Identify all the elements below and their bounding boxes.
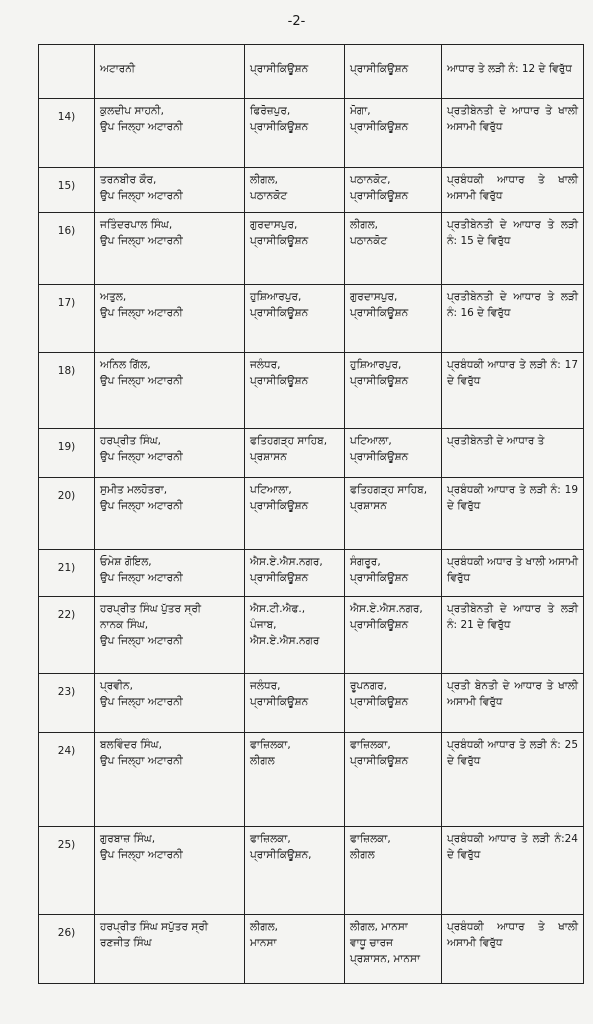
to-department: ਪ੍ਰਾਸੀਕਿਊਸ਼ਨ: [350, 572, 409, 584]
attorney-designation: ਉਪ ਜਿਲ੍ਹਾ ਅਟਾਰਨੀ: [100, 235, 183, 247]
attorney-cell: [95, 733, 245, 827]
table-row: [39, 597, 584, 674]
serial-number: 21): [39, 550, 95, 597]
from-cell: [245, 353, 345, 429]
to-cell: [345, 915, 442, 984]
attorney-cell: [95, 915, 245, 984]
table-row: [39, 429, 584, 478]
to-cell: [345, 827, 442, 915]
to-location: ਗੁਰਦਾਸਪੁਰ,: [350, 291, 398, 303]
attorney-name: ਓਮੇਸ਼ ਗੋਇਲ,: [100, 556, 152, 568]
to-location: ਰੂਪਨਗਰ,: [350, 680, 388, 692]
from-location: ਜਲੰਧਰ,: [250, 680, 281, 692]
serial-number: 17): [39, 285, 95, 353]
to-department: ਪ੍ਰਾਸੀਕਿਊਸ਼ਨ: [350, 619, 409, 631]
attorney-designation: ਉਪ ਜਿਲ੍ਹਾ ਅਟਾਰਨੀ: [100, 190, 183, 202]
attorney-designation: ਉਪ ਜਿਲ੍ਹਾ ਅਟਾਰਨੀ: [100, 755, 183, 767]
from-location: ਫਿਰੋਜ਼ਪੁਰ,: [250, 105, 291, 117]
to-cell: [345, 99, 442, 168]
attorney-cell: [95, 353, 245, 429]
from-location: ਫਾਜ਼ਿਲਕਾ,: [250, 739, 291, 751]
basis-cell: ਪ੍ਰਬੰਧਕੀ ਆਧਾਰ ਤੇ ਲੜੀ ਨੰ: 25 ਦੇ ਵਿਰੁੱਧ: [442, 733, 584, 827]
table-row: [39, 674, 584, 733]
to-cell: [345, 353, 442, 429]
from-cell: [245, 99, 345, 168]
table-row: [39, 478, 584, 550]
basis-cell: ਪ੍ਰਬੰਧਕੀ ਆਧਾਰ ਤੇ ਖਾਲੀ ਅਸਾਮੀ ਵਿਰੁੱਧ: [442, 915, 584, 984]
attorney-cell: [95, 99, 245, 168]
attorney-cell: [95, 168, 245, 213]
basis-cell: ਪ੍ਰਬੰਧਕੀ ਆਧਾਰ ਤੇ ਲੜੀ ਨੰ: 19 ਦੇ ਵਿਰੁੱਧ: [442, 478, 584, 550]
basis-cell: ਪ੍ਰਤੀਬੇਨਤੀ ਦੇ ਆਧਾਰ ਤੇ: [442, 429, 584, 478]
attorney-designation: ਉਪ ਜਿਲ੍ਹਾ ਅਟਾਰਨੀ: [100, 849, 183, 861]
from-department: ਪਠਾਨਕੋਟ: [250, 190, 288, 202]
from-cell: [245, 168, 345, 213]
from-location: ਗੁਰਦਾਸਪੁਰ,: [250, 219, 298, 231]
basis-cell: ਪ੍ਰਬੰਧਕੀ ਆਧਾਰ ਤੇ ਲੜੀ ਨੰ:24 ਦੇ ਵਿਰੁੱਧ: [442, 827, 584, 915]
to-location: ਫਤਿਹਗੜ੍ਹ ਸਾਹਿਬ,: [350, 484, 428, 496]
to-department-cont: ਪ੍ਰਸ਼ਾਸਨ, ਮਾਨਸਾ: [350, 953, 420, 965]
attorney-designation: ਉਪ ਜਿਲ੍ਹਾ ਅਟਾਰਨੀ: [100, 696, 183, 708]
to-cell: [345, 429, 442, 478]
table-row: [39, 915, 584, 984]
to-cell: [345, 478, 442, 550]
from-location: ਲੀਗਲ,: [250, 174, 279, 186]
from-cell: [245, 915, 345, 984]
from-cell: [245, 674, 345, 733]
attorney-name: ਬਲਵਿੰਦਰ ਸਿੰਘ,: [100, 739, 162, 751]
table-row: [39, 99, 584, 168]
basis-cell: ਪ੍ਰਤੀ ਬੇਨਤੀ ਦੇ ਆਧਾਰ ਤੇ ਖਾਲੀ ਅਸਾਮੀ ਵਿਰੁੱਧ: [442, 674, 584, 733]
to-department: ਲੀਗਲ: [350, 849, 375, 861]
attorney-cell: [95, 597, 245, 674]
from-department: ਪ੍ਰਾਸੀਕਿਊਸ਼ਨ: [250, 307, 309, 319]
from-department: ਪ੍ਰਾਸੀਕਿਊਸ਼ਨ: [250, 235, 309, 247]
from-cell: [245, 213, 345, 285]
to-location: ਲੀਗਲ,: [350, 219, 379, 231]
table-row: [39, 353, 584, 429]
basis-cell: ਪ੍ਰਬੰਧਕੀ ਆਧਾਰ ਤੇ ਲੜੀ ਨੰ: 17 ਦੇ ਵਿਰੁੱਧ: [442, 353, 584, 429]
basis-cell: ਪ੍ਰਤੀਬੇਨਤੀ ਦੇ ਆਧਾਰ ਤੇ ਲੜੀ ਨੰ: 15 ਦੇ ਵਿਰੁੱਧ: [442, 213, 584, 285]
attorney-designation: ਉਪ ਜਿਲ੍ਹਾ ਅਟਾਰਨੀ: [100, 375, 183, 387]
header-basis: ਆਧਾਰ ਤੇ ਲੜੀ ਨੰ: 12 ਦੇ ਵਿਰੁੱਧ: [442, 45, 584, 99]
table-row: [39, 213, 584, 285]
transfer-table: [38, 44, 584, 984]
table-row: [39, 827, 584, 915]
to-location: ਫਾਜ਼ਿਲਕਾ,: [350, 739, 391, 751]
attorney-designation: ਉਪ ਜਿਲ੍ਹਾ ਅਟਾਰਨੀ: [100, 635, 183, 647]
attorney-name: ਜਤਿੰਦਰਪਾਲ ਸਿੰਘ,: [100, 219, 173, 231]
basis-cell: ਪ੍ਰਤੀਬੇਨਤੀ ਦੇ ਆਧਾਰ ਤੇ ਲੜੀ ਨੰ: 16 ਦੇ ਵਿਰੁੱਧ: [442, 285, 584, 353]
attorney-name: ਤਰਨਬੀਰ ਕੌਰ,: [100, 174, 157, 186]
from-department: ਪੰਜਾਬ,: [250, 619, 277, 631]
to-location: ਪਟਿਆਲਾ,: [350, 435, 392, 447]
to-cell: [345, 733, 442, 827]
attorney-name: ਅਨਿਲ ਗਿੱਲ,: [100, 359, 151, 371]
serial-number: 24): [39, 733, 95, 827]
header-to: ਪ੍ਰਾਸੀਕਿਊਸ਼ਨ: [345, 45, 442, 99]
attorney-name: ਹਰਪ੍ਰੀਤ ਸਿੰਘ ਸਪੁੱਤਰ ਸ੍ਰੀ: [100, 921, 208, 933]
to-cell: [345, 597, 442, 674]
from-department: ਪ੍ਰਸ਼ਾਸਨ: [250, 451, 287, 463]
from-cell: [245, 827, 345, 915]
from-department: ਪ੍ਰਾਸੀਕਿਊਸ਼ਨ: [250, 572, 309, 584]
from-location: ਲੀਗਲ,: [250, 921, 279, 933]
attorney-name-cont: ਨਾਨਕ ਸਿੰਘ,: [100, 619, 149, 631]
from-location: ਫਾਜ਼ਿਲਕਾ,: [250, 833, 291, 845]
serial-number: 22): [39, 597, 95, 674]
from-department: ਪ੍ਰਾਸੀਕਿਊਸ਼ਨ: [250, 121, 309, 133]
to-cell: [345, 285, 442, 353]
from-cell: [245, 550, 345, 597]
to-cell: [345, 168, 442, 213]
to-location: ਮੋਗਾ,: [350, 105, 371, 117]
to-department: ਪ੍ਰਾਸੀਕਿਊਸ਼ਨ: [350, 190, 409, 202]
to-location: ਸੰਗਰੂਰ,: [350, 556, 381, 568]
attorney-name: ਪ੍ਰਵੀਨ,: [100, 680, 133, 692]
from-cell: [245, 285, 345, 353]
to-department: ਪ੍ਰਸ਼ਾਸਨ: [350, 500, 387, 512]
to-location: ਹੁਸ਼ਿਆਰਪੁਰ,: [350, 359, 402, 371]
from-location: ਫਤਿਹਗੜ੍ਹ ਸਾਹਿਬ,: [250, 435, 328, 447]
from-cell: [245, 429, 345, 478]
attorney-name: ਹਰਪ੍ਰੀਤ ਸਿੰਘ ਪੁੱਤਰ ਸ੍ਰੀ: [100, 603, 201, 615]
from-location: ਪਟਿਆਲਾ,: [250, 484, 292, 496]
from-cell: [245, 478, 345, 550]
page-number: -2-: [287, 14, 306, 29]
serial-number: 20): [39, 478, 95, 550]
table-header-row: [39, 45, 584, 99]
attorney-cell: [95, 213, 245, 285]
table-row: [39, 550, 584, 597]
to-cell: [345, 550, 442, 597]
basis-cell: ਪ੍ਰਬੰਧਕੀ ਆਧਾਰ ਤੇ ਖਾਲੀ ਅਸਾਮੀ ਵਿਰੁੱਧ: [442, 168, 584, 213]
attorney-cell: [95, 827, 245, 915]
to-department: ਪ੍ਰਾਸੀਕਿਊਸ਼ਨ: [350, 451, 409, 463]
attorney-designation: ਉਪ ਜਿਲ੍ਹਾ ਅਟਾਰਨੀ: [100, 451, 183, 463]
to-department: ਪ੍ਰਾਸੀਕਿਊਸ਼ਨ: [350, 375, 409, 387]
table-row: [39, 733, 584, 827]
attorney-cell: [95, 429, 245, 478]
attorney-designation: ਉਪ ਜਿਲ੍ਹਾ ਅਟਾਰਨੀ: [100, 500, 183, 512]
from-cell: [245, 733, 345, 827]
to-cell: [345, 213, 442, 285]
to-department: ਪ੍ਰਾਸੀਕਿਊਸ਼ਨ: [350, 696, 409, 708]
serial-number: 18): [39, 353, 95, 429]
attorney-name: ਸੁਮੀਤ ਮਲਹੋਤਰਾ,: [100, 484, 168, 496]
to-cell: [345, 674, 442, 733]
from-department: ਮਾਨਸਾ: [250, 937, 277, 949]
to-department: ਪ੍ਰਾਸੀਕਿਊਸ਼ਨ: [350, 121, 409, 133]
attorney-name: ਕੁਲਦੀਪ ਸਾਹਨੀ,: [100, 105, 164, 117]
to-department: ਪ੍ਰਾਸੀਕਿਊਸ਼ਨ: [350, 307, 409, 319]
header-attorney: ਅਟਾਰਨੀ: [95, 45, 245, 99]
attorney-name: ਅਤੁਲ,: [100, 291, 127, 303]
from-location: ਜਲੰਧਰ,: [250, 359, 281, 371]
from-department: ਪ੍ਰਾਸੀਕਿਊਸ਼ਨ: [250, 375, 309, 387]
to-department: ਪ੍ਰਾਸੀਕਿਊਸ਼ਨ: [350, 755, 409, 767]
serial-number: 25): [39, 827, 95, 915]
from-location: ਐਸ.ਟੀ.ਐਫ.,: [250, 603, 306, 615]
attorney-cell: [95, 285, 245, 353]
from-location: ਹੁਸ਼ਿਆਰਪੁਰ,: [250, 291, 302, 303]
from-department: ਪ੍ਰਾਸੀਕਿਊਸ਼ਨ: [250, 500, 309, 512]
header-sno: [39, 45, 95, 99]
attorney-name-cont: ਰਣਜੀਤ ਸਿੰਘ: [100, 937, 152, 949]
table-row: [39, 285, 584, 353]
to-location: ਫਾਜ਼ਿਲਕਾ,: [350, 833, 391, 845]
serial-number: 23): [39, 674, 95, 733]
from-department: ਪ੍ਰਾਸੀਕਿਊਸ਼ਨ: [250, 696, 309, 708]
basis-cell: ਪ੍ਰਤੀਬੇਨਤੀ ਦੇ ਆਧਾਰ ਤੇ ਖਾਲੀ ਅਸਾਮੀ ਵਿਰੁੱਧ: [442, 99, 584, 168]
to-department: ਵਾਧੂ ਚਾਰਜ: [350, 937, 393, 949]
attorney-designation: ਉਪ ਜਿਲ੍ਹਾ ਅਟਾਰਨੀ: [100, 121, 183, 133]
table-row: [39, 168, 584, 213]
from-location-cont: ਐਸ.ਏ.ਐਸ.ਨਗਰ: [250, 635, 320, 647]
basis-cell: ਪ੍ਰਤੀਬੇਨਤੀ ਦੇ ਆਧਾਰ ਤੇ ਲੜੀ ਨੰ: 21 ਦੇ ਵਿਰੁੱਧ: [442, 597, 584, 674]
to-department: ਪਠਾਨਕੋਟ: [350, 235, 388, 247]
attorney-designation: ਉਪ ਜਿਲ੍ਹਾ ਅਟਾਰਨੀ: [100, 572, 183, 584]
attorney-cell: [95, 674, 245, 733]
from-cell: [245, 597, 345, 674]
serial-number: 26): [39, 915, 95, 984]
attorney-cell: [95, 550, 245, 597]
attorney-name: ਗੁਰਬਾਜ਼ ਸਿੰਘ,: [100, 833, 156, 845]
basis-cell: ਪ੍ਰਬੰਧਕੀ ਅਧਾਰ ਤੇ ਖਾਲੀ ਅਸਾਮੀ ਵਿਰੁੱਧ: [442, 550, 584, 597]
to-location: ਲੀਗਲ, ਮਾਨਸਾ: [350, 921, 408, 933]
header-from: ਪ੍ਰਾਸੀਕਿਊਸ਼ਨ: [245, 45, 345, 99]
from-location: ਐਸ.ਏ.ਐਸ.ਨਗਰ,: [250, 556, 323, 568]
serial-number: 14): [39, 99, 95, 168]
serial-number: 15): [39, 168, 95, 213]
to-location: ਐਸ.ਏ.ਐਸ.ਨਗਰ,: [350, 603, 423, 615]
attorney-cell: [95, 478, 245, 550]
serial-number: 16): [39, 213, 95, 285]
to-location: ਪਠਾਨਕੋਟ,: [350, 174, 391, 186]
attorney-name: ਹਰਪ੍ਰੀਤ ਸਿੰਘ,: [100, 435, 161, 447]
serial-number: 19): [39, 429, 95, 478]
from-department: ਪ੍ਰਾਸੀਕਿਊਸ਼ਨ,: [250, 849, 312, 861]
attorney-designation: ਉਪ ਜਿਲ੍ਹਾ ਅਟਾਰਨੀ: [100, 307, 183, 319]
from-department: ਲੀਗਲ: [250, 755, 275, 767]
